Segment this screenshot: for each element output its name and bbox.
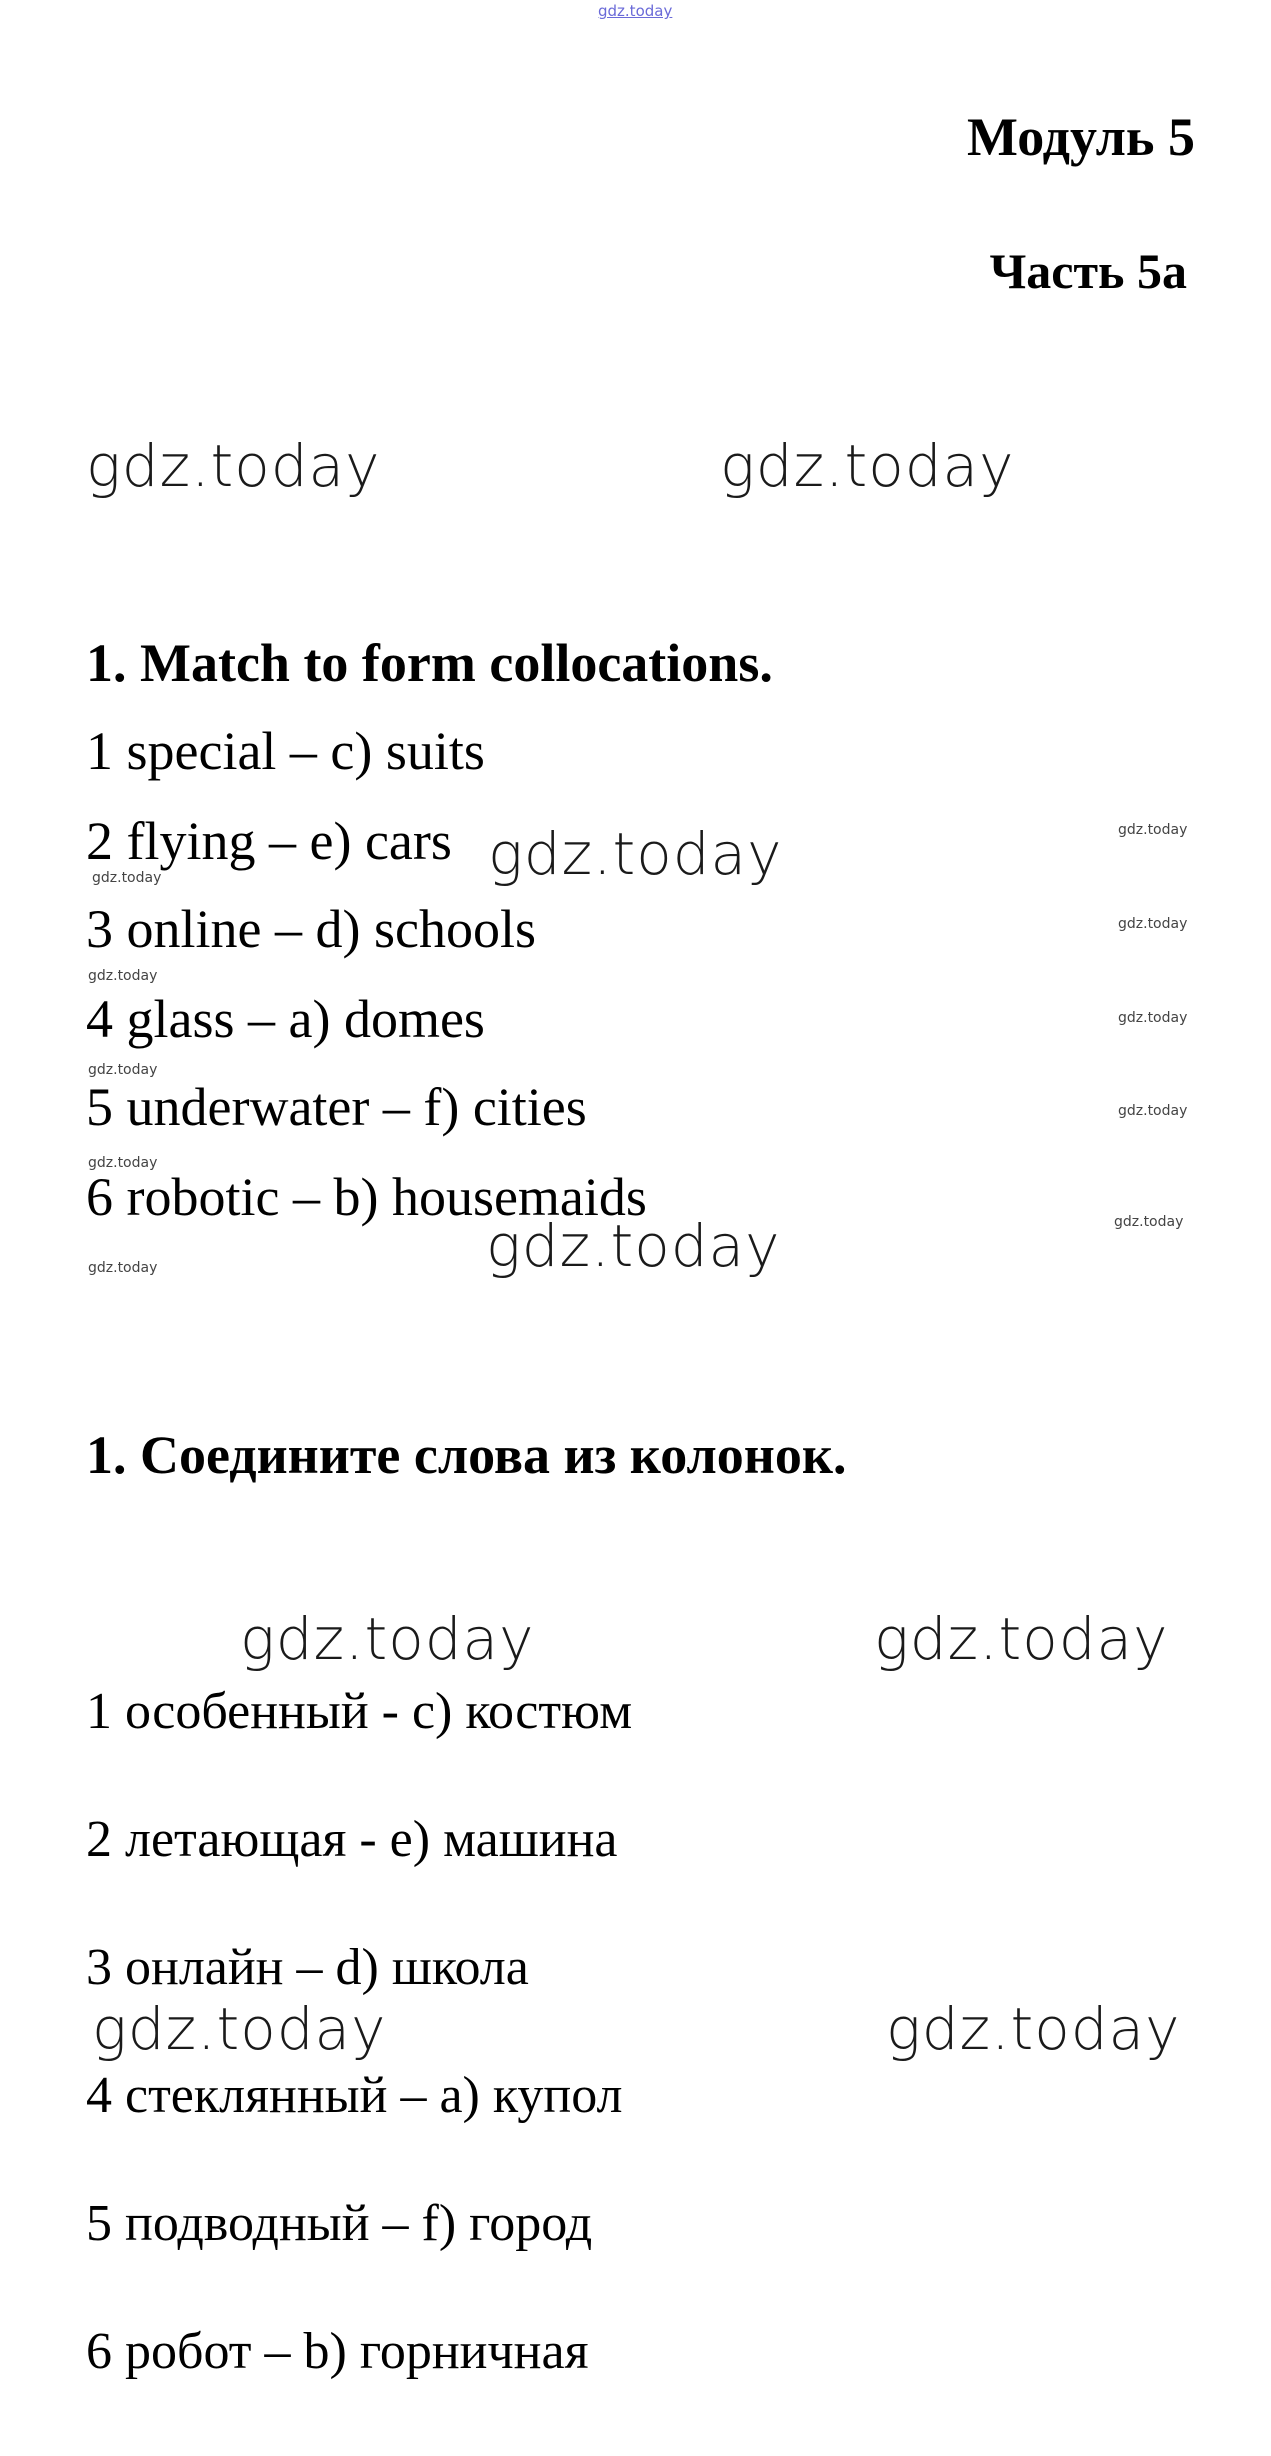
watermark: gdz.today — [874, 1605, 1169, 1673]
task-en-item: 4 glass – a) domes — [86, 989, 485, 1049]
watermark: gdz.today — [1118, 822, 1188, 838]
task-en-item: 1 special – c) suits — [86, 721, 485, 781]
watermark-top: gdz.today — [598, 2, 673, 20]
watermark: gdz.today — [88, 1260, 158, 1276]
watermark: gdz.today — [1118, 1103, 1188, 1119]
watermark: gdz.today — [488, 820, 783, 888]
task-ru-item: 5 подводный – f) город — [86, 2195, 593, 2252]
task-ru-item: 3 онлайн – d) школа — [86, 1939, 529, 1996]
watermark: gdz.today — [92, 870, 162, 886]
watermark: gdz.today — [240, 1605, 535, 1673]
watermark: gdz.today — [486, 1212, 781, 1280]
task-ru-item: 1 особенный - с) костюм — [86, 1683, 633, 1740]
module-heading: Модуль 5 — [966, 107, 1195, 167]
task-ru-title: 1. Соедините слова из колонок. — [86, 1425, 847, 1485]
task-en-item: 6 robotic – b) housemaids — [86, 1167, 647, 1227]
watermark: gdz.today — [86, 432, 381, 500]
task-ru-item: 6 робот – b) горничная — [86, 2323, 589, 2380]
watermark: gdz.today — [88, 968, 158, 984]
watermark: gdz.today — [1114, 1214, 1184, 1230]
task-ru-item: 2 летающая - е) машина — [86, 1811, 618, 1868]
watermark: gdz.today — [1118, 1010, 1188, 1026]
task-ru-item: 4 стеклянный – а) купол — [86, 2067, 623, 2124]
task-en-item: 5 underwater – f) cities — [86, 1077, 587, 1137]
task-en-item: 2 flying – e) cars — [86, 811, 452, 871]
task-en-title: 1. Match to form collocations. — [86, 633, 773, 693]
part-heading: Часть 5а — [989, 243, 1187, 299]
watermark: gdz.today — [88, 1062, 158, 1078]
task-en-item: 3 online – d) schools — [86, 899, 536, 959]
watermark: gdz.today — [1118, 916, 1188, 932]
watermark: gdz.today — [88, 1155, 158, 1171]
watermark: gdz.today — [720, 432, 1015, 500]
watermark: gdz.today — [886, 1995, 1181, 2063]
watermark: gdz.today — [92, 1995, 387, 2063]
